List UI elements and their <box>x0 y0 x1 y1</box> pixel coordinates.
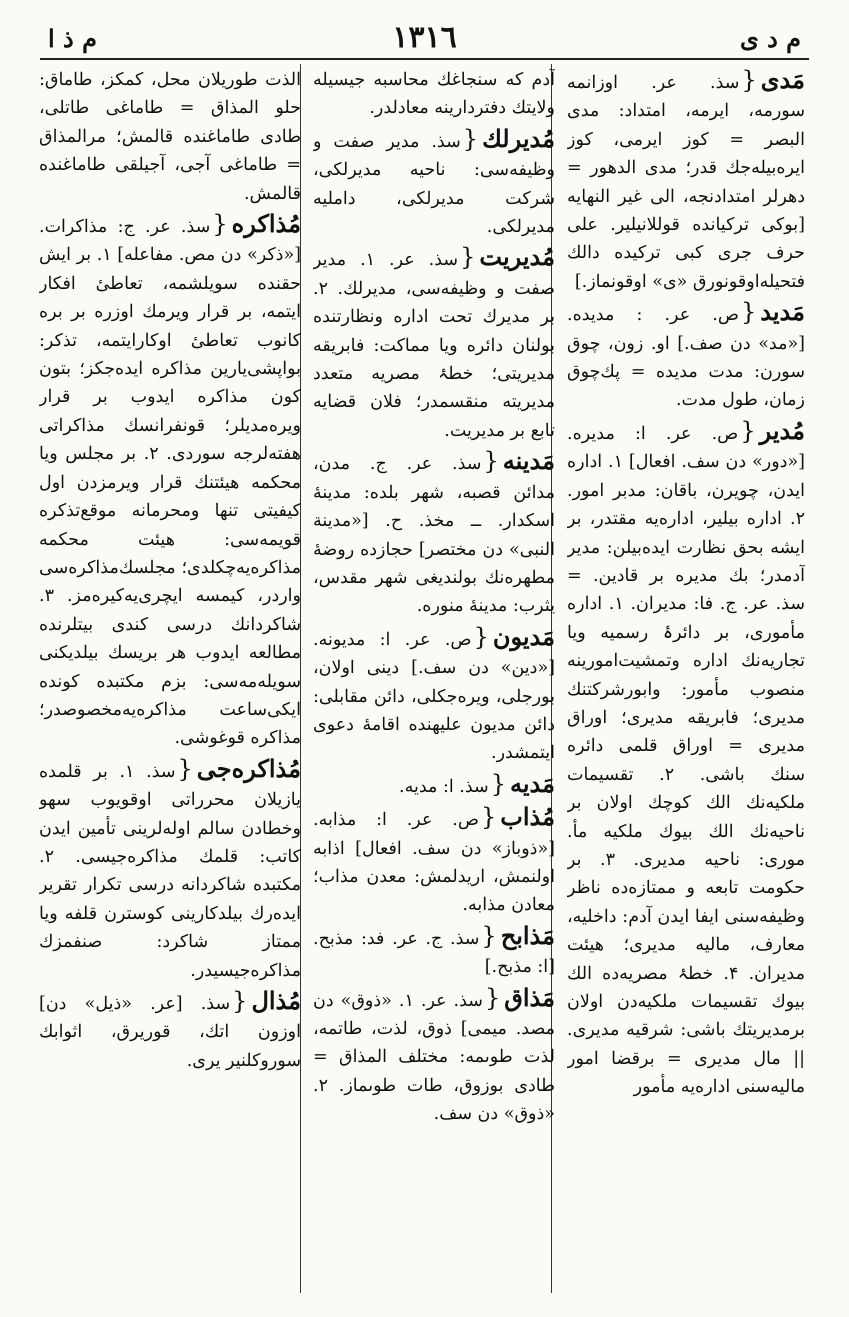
brace-icon: { <box>481 921 497 950</box>
entry-text: ص. عر. : مدیده. [«مد» دن صف.] او. زون، چوق سورن: مدت مدیده = پك‌چوق زمان، طول مدت. <box>567 305 805 411</box>
brace-icon: { <box>460 243 476 272</box>
headword: مَدیه <box>510 768 555 798</box>
entry-text: ص. عر. ا: مدیونه. [«دین» دن سف.] دینی اولان، بورجلی، ویره‌جكلی، دائن مقابلی: دائن مدیون علیهنده اقامهٔ دعوی ایتمشدر. <box>313 629 555 764</box>
entry-text: سذ. [عر. «ذیل» دن] اوزون اتك، قوریرق، اثوابك سوروكلنیر یری. <box>39 994 301 1071</box>
headword: مُذاب <box>500 802 555 832</box>
entry-text: ص. عر. ا: مذابه. [«ذوباز» دن سف. افعال] اذابه اولنمش، اریدلمش: معدن مذاب؛ معادن مذابه. <box>313 810 555 916</box>
entry <box>313 984 555 1129</box>
entry <box>313 623 555 768</box>
brace-icon: { <box>212 210 228 239</box>
entry-text: سذ. عر. ج. مدن، مدائن قصبه، شهر بلده: مدینهٔ اسكدار. ــ مخذ. ح. [«مدینة النبی» دن مختصر] حجازده روضهٔ مطهره‌نك بولندیغی شهر مقدس، یثرب: مدینهٔ منوره. <box>313 454 555 617</box>
header-left-guide: م ذ ا <box>48 24 97 53</box>
entry-text: سذ. عر. ۱. مدیر صفت و وظیفه‌سی، مدیرلك. ۲. بر مدیرك تحت اداره ونظارتنده بولنان دائره ویا مماكت: فابریقه مدیریتی؛ خطۂ مصریه متعدد مدیریته منقسمدر؛ فلان قضایه تابع بر مدیریت. <box>313 250 555 441</box>
entry <box>313 243 555 445</box>
entry-text: سذ. مدیر صفت و وظیفه‌سی: ناحیه مدیرلكی، شركت مدیرلكی، داملیه مدیرلكی. <box>313 131 555 238</box>
headword: مُذاكره‌جی <box>196 753 301 783</box>
headword: مُدیر <box>759 415 805 445</box>
headword: مَدى <box>760 66 805 94</box>
entry <box>567 298 805 415</box>
headword: مَذابح <box>500 920 555 950</box>
column-middle <box>313 66 555 1297</box>
brace-icon: { <box>473 622 489 651</box>
headword: مَدید <box>760 297 805 327</box>
brace-icon: { <box>483 447 499 476</box>
entry <box>313 922 555 982</box>
brace-icon: { <box>740 416 756 445</box>
entry <box>313 447 555 620</box>
headword: مَذاق <box>504 982 555 1012</box>
entry-text: سذ. عر. اوزانمه سورمه، ایرمه، امتداد: مدى البصر = كوز ایرمی، كوز ایره‌بیله‌جك قدر؛ مدى الدهور = دهرلر امتدادنجه، الى غیر النهایه [بوكی تركیانده قوللانیلیر. على حرف جری كبی تركیده دالك فتحیله‌اوقونورق «ی» اوقونماز.] <box>567 73 805 292</box>
entry-text: سذ. عر. ۱. «ذوق» دن مصد. میمی] ذوق، لذت، طاتمه، لذت طوىمه: مختلف المذاق = طادی بوزوق، طات طوىماز. ۲. «ذوق» دن سف. <box>313 990 555 1125</box>
headword: مُذاكره <box>231 209 301 239</box>
brace-icon: { <box>462 124 479 153</box>
brace-icon: { <box>177 754 193 783</box>
entry-text: الذت طوریلان محل، كمكز، طاماق: حلو المذاق = طاماغی طاتلی، طادی طاماغنده قالمش؛ مرالمذاق = طاماغی آجی، آجیلقی طاماغنده قالمش. <box>39 70 301 204</box>
page-number: ١٣١٦ <box>392 20 457 55</box>
page-header <box>40 14 809 60</box>
entry-text: سذ. ا: مدیه. <box>399 776 489 797</box>
entry-text: آدم كه سنجاغك محاسبه جیسیله ولایتك دفتردارینه معادلدر. <box>313 70 555 119</box>
entry <box>313 803 555 920</box>
column-right <box>567 66 805 1297</box>
entry <box>39 755 301 985</box>
brace-icon: { <box>232 987 248 1015</box>
headword: مَدینه <box>502 446 555 476</box>
entry <box>39 210 301 753</box>
entry <box>567 417 805 1102</box>
entry-text: ص. عر. ا: مدیره. [«دور» دن سف. افعال] ۱. اداره ایدن، چویرن، باقان: مدبر امور. ۲. اداره بیلیر، ادارەیه مقتدر، بر ایشه بحق نظارت ایده‌بیلن: مدیر آدمدر؛ بك مدیره بر قادین. = سذ. عر. ج. فا: مدیران. ۱. اداره مأموری، بر دائرۂ رسمیه ویا تجاریه‌نك اداره وتمشیت‌امورینه منصوب مأمور: وابورشركتنك مدیری؛ فابریقه مدیری؛ اوراق مدیری = اوراق قلمی دائره سنك باشی. ۲. تقسیمات ملكیه‌نك الك كوچك اولان بر ناحیه‌نك الك بیوك ملكیه مأ. موری: ناحیه مدیری. ۳. بر حكومت تابعه و ممتازه‌ده ناظر وظیفه‌سنی ایفا ایدن آدم: داخلیه، معارف، مالیه مدیری؛ هیئت مدیران. ۴. خطۂ مصریه‌ده الك بیوك تقسیمات ملكیه‌دن اولان برمدیریتك باشی: شرقیه مدیری. || مال مدیری = برقضا امور مالیه‌سنی ادارەیه مأمور <box>567 423 805 1098</box>
entry <box>313 770 555 801</box>
column-left <box>39 66 301 1297</box>
headword: مُدیرلك <box>482 123 555 153</box>
headword: مُدیریت <box>479 242 555 272</box>
brace-icon: { <box>484 983 501 1012</box>
entry <box>313 125 555 242</box>
entry-text: سذ. ج. عر. فد: مذبح. [ا: مذبح.] <box>313 928 555 978</box>
entry-text: سذ. ۱. بر قلمده یازیلان محرراتی اوقویوب سهو وخطادن سالم اولەلرینی تأمین ایدن كاتب: قلمك مذاكره‌جیسی. ۲. مكتبده شاكردانه درسی تكرار تقریر ایده‌رك بیلدكارینی كوسترن قلفه ویا ممتاز شاكرد: صنفمزك مذاكره‌جیسیدر. <box>39 761 301 981</box>
entry-continued <box>313 66 555 123</box>
entry <box>39 987 301 1075</box>
brace-icon: { <box>481 803 497 832</box>
headword: مَدیون <box>492 621 555 651</box>
header-right-guide: م د ی <box>739 24 801 53</box>
headword: مُذال <box>251 986 301 1015</box>
entry <box>567 66 805 296</box>
brace-icon: { <box>740 298 757 327</box>
brace-icon: { <box>490 769 506 798</box>
brace-icon: { <box>741 66 757 94</box>
entry-continued <box>39 66 301 208</box>
entry-text: سذ. عر. ج: مذاكرات. [«ذكر» دن مص. مفاعله] ۱. بر ایش حقنده سویلشمه، تعاطیٔ افكار ایتمه، بر قرار ویرمك اوزره بر بره كانوب تعاطیٔ اوكارایتمه، تذكر: بواپشی‌یارین مذاكره ایده‌جكز؛ بتون كون مذاكره ایدوب بر قرار ویره‌مدیلر؛ قونفرانسك مذاكراتی هفته‌لرجه سوردی. ۲. بر مجلس ویا محكمه هیئتنك قرار ویرمزدن اول كیفیتی تنها ومحرمانه موقع‌تذكره قویمه‌سی: هیئت محكمه مذاكرەیه‌چكلدی؛ مجلسك‌مذاكره‌سی واردر، كیمسه ایچری‌یه‌كیره‌مز. ۳. شاكردانك درسی كندی بیتلرنده مطالعه ایدوب هر بریسك بیلدیكنی سویلەمەسی: بزم مكتبده كونده ایكی‌ساعت مذاكرەیه‌مخصوصدر؛ مذاكره قوغوشی. <box>39 217 301 749</box>
